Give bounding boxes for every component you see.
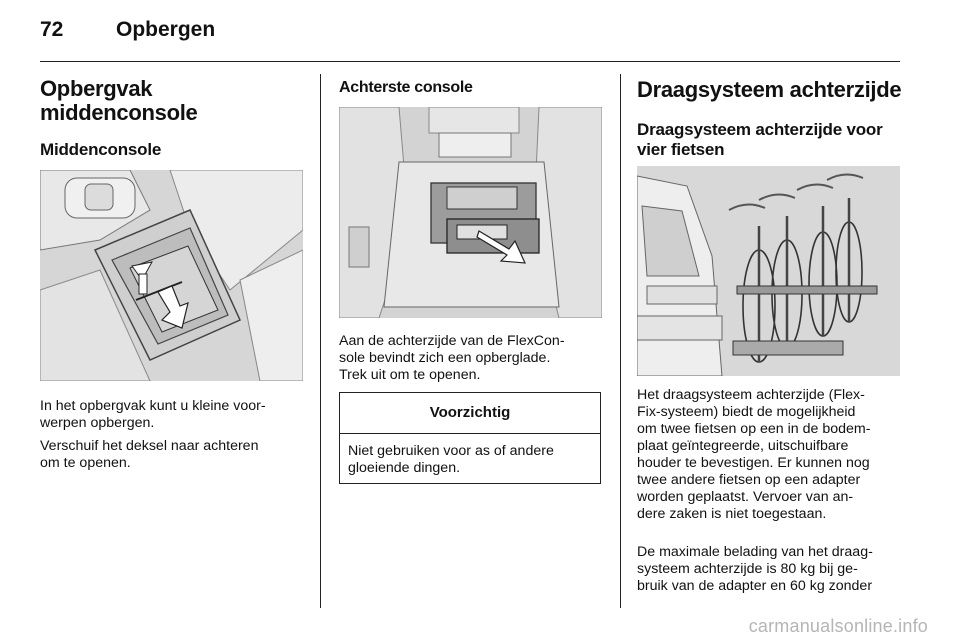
caution-text: Niet gebruiken voor as of andere gloeiende dingen. (348, 443, 554, 476)
page-number: 72 (40, 18, 64, 41)
column-divider (320, 74, 321, 608)
illustration-rear-console (339, 107, 602, 318)
section-title: Opbergen (116, 18, 216, 41)
paragraph-opbergvak: In het opbergvak kunt u kleine voor- werpen opbergen. (40, 398, 266, 431)
subheading-achterste-console: Achterste console (339, 79, 473, 96)
paragraph-belading: De maximale belading van het draag- systeem achterzijde is 80 kg bij ge- bruik van de adapter en 60 kg zonder (637, 544, 873, 594)
subheading-vier-fietsen: Draagsysteem achterzijde voor vier fietsen (637, 120, 883, 159)
paragraph-flexfix: Het draagsysteem achterzijde (Flex- Fix-systeem) biedt de mogelijkheid om twee fietsen op een in de bodem- plaat geïntegreerde, uitschuifbare houder te bevestigen. Er kunnen nog twee andere fietsen op een adapter worden geplaatst. Vervoer van an- dere zaken is niet toegestaan. (637, 387, 871, 522)
header-divider (40, 61, 900, 62)
subheading-middenconsole: Middenconsole (40, 140, 162, 159)
caution-box (339, 392, 601, 484)
illustration-center-console (40, 170, 303, 381)
watermark: carmanualsonline.info (748, 616, 928, 636)
illustration-bike-carrier (637, 166, 900, 376)
column-divider (620, 74, 621, 608)
heading-draagsysteem: Draagsysteem achterzijde (637, 77, 902, 102)
heading-opbergvak: Opbergvak middenconsole (40, 76, 198, 125)
caution-title: Voorzichtig (340, 393, 600, 434)
paragraph-deksel: Verschuif het deksel naar achteren om te openen. (40, 438, 259, 471)
paragraph-flexconsole: Aan de achterzijde van de FlexCon- sole bevindt zich een opberglade. Trek uit om te openen. (339, 333, 565, 383)
